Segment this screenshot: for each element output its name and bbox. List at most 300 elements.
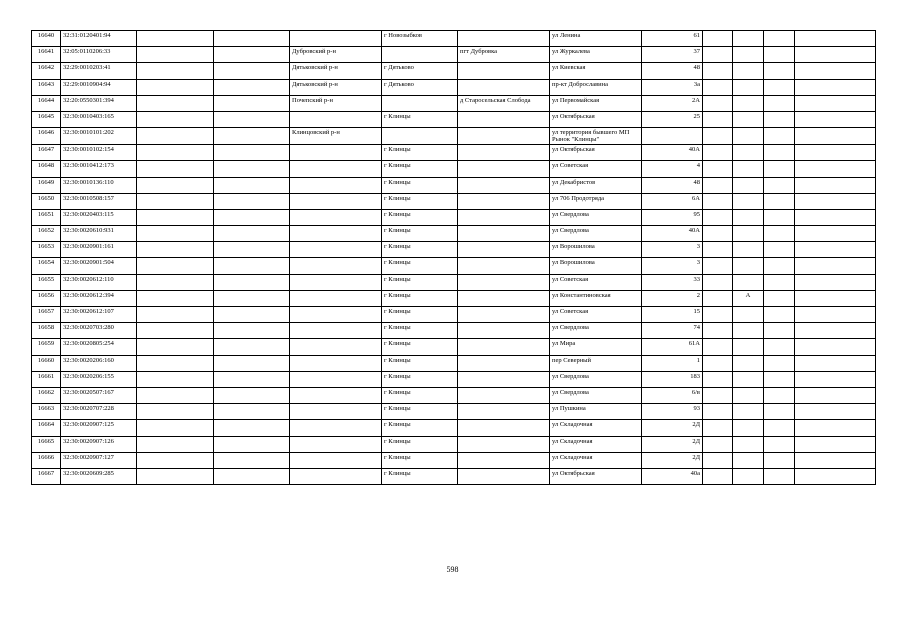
empty-cell <box>795 290 876 306</box>
table-row <box>32 145 876 161</box>
letter-cell <box>733 145 764 161</box>
cadastral-number: 32:30:0020703:280 <box>61 323 137 339</box>
table-row <box>32 242 876 258</box>
city-cell: г Клинцы <box>382 242 458 258</box>
empty-cell <box>137 307 214 323</box>
empty-cell <box>764 79 795 95</box>
empty-cell <box>214 161 290 177</box>
house-cell: 2А <box>642 95 703 111</box>
locality-cell <box>458 387 550 403</box>
table-row <box>32 355 876 371</box>
city-cell: г Клинцы <box>382 193 458 209</box>
locality-cell <box>458 193 550 209</box>
empty-cell <box>703 31 733 47</box>
letter-cell <box>733 371 764 387</box>
empty-cell <box>214 209 290 225</box>
street-cell: ул Октябрьская <box>550 111 642 127</box>
locality-cell <box>458 452 550 468</box>
district-cell <box>290 436 382 452</box>
row-number: 16648 <box>32 161 61 177</box>
empty-cell <box>703 290 733 306</box>
empty-cell <box>764 145 795 161</box>
street-cell: ул Мира <box>550 339 642 355</box>
empty-cell <box>214 193 290 209</box>
empty-cell <box>703 193 733 209</box>
empty-cell <box>214 63 290 79</box>
empty-cell <box>137 290 214 306</box>
table-row <box>32 468 876 484</box>
row-number: 16660 <box>32 355 61 371</box>
city-cell: г Клинцы <box>382 209 458 225</box>
street-cell: ул Складочная <box>550 436 642 452</box>
empty-cell <box>795 31 876 47</box>
table-row <box>32 339 876 355</box>
street-cell: ул Свердлова <box>550 226 642 242</box>
city-cell: г Клинцы <box>382 404 458 420</box>
row-number: 16643 <box>32 79 61 95</box>
district-cell <box>290 468 382 484</box>
table-row <box>32 95 876 111</box>
district-cell: Почепский р-н <box>290 95 382 111</box>
letter-cell <box>733 468 764 484</box>
letter-cell <box>733 339 764 355</box>
house-cell: 40А <box>642 226 703 242</box>
empty-cell <box>795 193 876 209</box>
empty-cell <box>764 323 795 339</box>
empty-cell <box>764 404 795 420</box>
district-cell <box>290 193 382 209</box>
table-row <box>32 258 876 274</box>
street-cell: ул 706 Продотряда <box>550 193 642 209</box>
city-cell: г Клинцы <box>382 161 458 177</box>
locality-cell <box>458 404 550 420</box>
table-row <box>32 371 876 387</box>
empty-cell <box>795 111 876 127</box>
empty-cell <box>137 339 214 355</box>
district-cell <box>290 404 382 420</box>
empty-cell <box>764 452 795 468</box>
row-number: 16644 <box>32 95 61 111</box>
cadastral-number: 32:29:0010203:41 <box>61 63 137 79</box>
empty-cell <box>795 323 876 339</box>
district-cell <box>290 387 382 403</box>
city-cell: г Клинцы <box>382 387 458 403</box>
empty-cell <box>764 290 795 306</box>
letter-cell <box>733 111 764 127</box>
cadastral-number: 32:30:0020403:115 <box>61 209 137 225</box>
empty-cell <box>764 258 795 274</box>
locality-cell: пгт Дубровка <box>458 47 550 63</box>
empty-cell <box>703 177 733 193</box>
empty-cell <box>137 193 214 209</box>
house-cell: 33 <box>642 274 703 290</box>
cadastral-number: 32:05:0110206:33 <box>61 47 137 63</box>
empty-cell <box>137 226 214 242</box>
street-cell: ул Первомайская <box>550 95 642 111</box>
letter-cell <box>733 307 764 323</box>
row-number: 16645 <box>32 111 61 127</box>
empty-cell <box>703 420 733 436</box>
empty-cell <box>137 404 214 420</box>
cadastral-number: 32:30:0020206:160 <box>61 355 137 371</box>
locality-cell <box>458 31 550 47</box>
empty-cell <box>214 436 290 452</box>
empty-cell <box>764 468 795 484</box>
letter-cell <box>733 193 764 209</box>
empty-cell <box>214 242 290 258</box>
empty-cell <box>703 63 733 79</box>
house-cell: 1 <box>642 355 703 371</box>
empty-cell <box>137 128 214 145</box>
empty-cell <box>703 111 733 127</box>
city-cell: г Клинцы <box>382 258 458 274</box>
city-cell: г Клинцы <box>382 274 458 290</box>
empty-cell <box>137 436 214 452</box>
empty-cell <box>214 31 290 47</box>
empty-cell <box>137 177 214 193</box>
city-cell: г Клинцы <box>382 177 458 193</box>
street-cell: ул Пушкина <box>550 404 642 420</box>
city-cell: г Клинцы <box>382 226 458 242</box>
house-cell: 61А <box>642 339 703 355</box>
empty-cell <box>795 258 876 274</box>
letter-cell <box>733 95 764 111</box>
city-cell: г Клинцы <box>382 371 458 387</box>
empty-cell <box>137 79 214 95</box>
city-cell: г Клинцы <box>382 111 458 127</box>
empty-cell <box>137 31 214 47</box>
letter-cell <box>733 258 764 274</box>
empty-cell <box>214 47 290 63</box>
district-cell <box>290 307 382 323</box>
house-cell: 40А <box>642 145 703 161</box>
empty-cell <box>703 128 733 145</box>
locality-cell <box>458 63 550 79</box>
empty-cell <box>703 145 733 161</box>
empty-cell <box>703 47 733 63</box>
locality-cell <box>458 242 550 258</box>
row-number: 16663 <box>32 404 61 420</box>
empty-cell <box>764 63 795 79</box>
street-cell: ул территория бывшего МП Рынок "Клинцы" <box>550 128 642 145</box>
house-cell: 3 <box>642 258 703 274</box>
locality-cell <box>458 177 550 193</box>
empty-cell <box>764 339 795 355</box>
letter-cell <box>733 177 764 193</box>
locality-cell <box>458 339 550 355</box>
empty-cell <box>764 209 795 225</box>
empty-cell <box>795 339 876 355</box>
table-row <box>32 323 876 339</box>
district-cell <box>290 161 382 177</box>
letter-cell <box>733 452 764 468</box>
district-cell: Дятьковский р-н <box>290 63 382 79</box>
cadastral-number: 32:30:0010136:110 <box>61 177 137 193</box>
table-row <box>32 290 876 306</box>
house-cell: 48 <box>642 63 703 79</box>
letter-cell: А <box>733 290 764 306</box>
empty-cell <box>703 452 733 468</box>
table-row <box>32 161 876 177</box>
table-row <box>32 111 876 127</box>
cadastral-number: 32:30:0020609:285 <box>61 468 137 484</box>
empty-cell <box>137 323 214 339</box>
row-number: 16657 <box>32 307 61 323</box>
empty-cell <box>214 128 290 145</box>
cadastral-number: 32:30:0020907:125 <box>61 420 137 436</box>
empty-cell <box>764 355 795 371</box>
empty-cell <box>795 404 876 420</box>
empty-cell <box>764 420 795 436</box>
city-cell: г Клинцы <box>382 468 458 484</box>
empty-cell <box>214 95 290 111</box>
district-cell <box>290 31 382 47</box>
page-number: 598 <box>446 565 459 574</box>
empty-cell <box>764 242 795 258</box>
table-row <box>32 404 876 420</box>
empty-cell <box>703 323 733 339</box>
empty-cell <box>137 63 214 79</box>
cadastral-number: 32:30:0010102:154 <box>61 145 137 161</box>
street-cell: ул Октябрьская <box>550 468 642 484</box>
empty-cell <box>703 387 733 403</box>
locality-cell <box>458 436 550 452</box>
district-cell <box>290 323 382 339</box>
empty-cell <box>137 209 214 225</box>
locality-cell <box>458 355 550 371</box>
row-number: 16649 <box>32 177 61 193</box>
cadastral-number: 32:20:0550301:394 <box>61 95 137 111</box>
house-cell: 40а <box>642 468 703 484</box>
empty-cell <box>214 274 290 290</box>
city-cell <box>382 128 458 145</box>
locality-cell <box>458 258 550 274</box>
empty-cell <box>137 452 214 468</box>
cadastral-number: 32:30:0020507:167 <box>61 387 137 403</box>
empty-cell <box>214 177 290 193</box>
city-cell: г Клинцы <box>382 307 458 323</box>
empty-cell <box>703 339 733 355</box>
empty-cell <box>764 47 795 63</box>
district-cell: Дубровский р-н <box>290 47 382 63</box>
empty-cell <box>214 145 290 161</box>
empty-cell <box>214 420 290 436</box>
cadastral-number: 32:30:0020612:107 <box>61 307 137 323</box>
locality-cell <box>458 128 550 145</box>
table-row <box>32 128 876 145</box>
letter-cell <box>733 161 764 177</box>
empty-cell <box>795 128 876 145</box>
empty-cell <box>214 79 290 95</box>
city-cell: г Новозыбков <box>382 31 458 47</box>
empty-cell <box>764 128 795 145</box>
empty-cell <box>214 371 290 387</box>
house-cell: 2Д <box>642 436 703 452</box>
empty-cell <box>764 274 795 290</box>
row-number: 16659 <box>32 339 61 355</box>
city-cell: г Клинцы <box>382 355 458 371</box>
letter-cell <box>733 79 764 95</box>
street-cell: ул Свердлова <box>550 387 642 403</box>
city-cell: г Клинцы <box>382 145 458 161</box>
empty-cell <box>214 226 290 242</box>
cadastral-number: 32:30:0020707:228 <box>61 404 137 420</box>
empty-cell <box>137 420 214 436</box>
table-row <box>32 274 876 290</box>
city-cell: г Клинцы <box>382 290 458 306</box>
cadastral-number: 32:30:0020206:155 <box>61 371 137 387</box>
empty-cell <box>795 161 876 177</box>
street-cell: ул Ленина <box>550 31 642 47</box>
empty-cell <box>764 226 795 242</box>
table-row <box>32 420 876 436</box>
city-cell: г Клинцы <box>382 452 458 468</box>
district-cell: Клинцовский р-н <box>290 128 382 145</box>
locality-cell <box>458 209 550 225</box>
house-cell: 2 <box>642 290 703 306</box>
empty-cell <box>214 355 290 371</box>
empty-cell <box>214 258 290 274</box>
row-number: 16646 <box>32 128 61 145</box>
street-cell: ул Советская <box>550 161 642 177</box>
empty-cell <box>795 226 876 242</box>
locality-cell <box>458 420 550 436</box>
district-cell <box>290 177 382 193</box>
empty-cell <box>137 355 214 371</box>
row-number: 16666 <box>32 452 61 468</box>
district-cell <box>290 258 382 274</box>
row-number: 16652 <box>32 226 61 242</box>
cadastral-number: 32:30:0020612:394 <box>61 290 137 306</box>
registry-body <box>32 31 876 485</box>
cadastral-number: 32:30:0020612:110 <box>61 274 137 290</box>
locality-cell <box>458 226 550 242</box>
street-cell: ул Киевская <box>550 63 642 79</box>
cadastral-number: 32:30:0010101:202 <box>61 128 137 145</box>
city-cell: г Клинцы <box>382 420 458 436</box>
empty-cell <box>214 307 290 323</box>
locality-cell <box>458 274 550 290</box>
district-cell <box>290 274 382 290</box>
street-cell: ул Свердлова <box>550 323 642 339</box>
house-cell: 95 <box>642 209 703 225</box>
locality-cell <box>458 371 550 387</box>
house-cell: 4 <box>642 161 703 177</box>
row-number: 16640 <box>32 31 61 47</box>
empty-cell <box>137 371 214 387</box>
empty-cell <box>214 290 290 306</box>
locality-cell <box>458 79 550 95</box>
locality-cell <box>458 145 550 161</box>
city-cell: г Клинцы <box>382 323 458 339</box>
street-cell: ул Ворошилова <box>550 242 642 258</box>
street-cell: ул Советская <box>550 274 642 290</box>
house-cell: 6А <box>642 193 703 209</box>
empty-cell <box>703 355 733 371</box>
row-number: 16655 <box>32 274 61 290</box>
letter-cell <box>733 274 764 290</box>
empty-cell <box>764 161 795 177</box>
empty-cell <box>214 111 290 127</box>
empty-cell <box>137 161 214 177</box>
letter-cell <box>733 387 764 403</box>
letter-cell <box>733 31 764 47</box>
table-row <box>32 193 876 209</box>
empty-cell <box>795 209 876 225</box>
empty-cell <box>214 323 290 339</box>
empty-cell <box>137 242 214 258</box>
street-cell: ул Журкалева <box>550 47 642 63</box>
cadastral-number: 32:31:0120401:94 <box>61 31 137 47</box>
empty-cell <box>795 177 876 193</box>
row-number: 16654 <box>32 258 61 274</box>
house-cell: 25 <box>642 111 703 127</box>
empty-cell <box>764 31 795 47</box>
empty-cell <box>795 452 876 468</box>
empty-cell <box>703 436 733 452</box>
empty-cell <box>764 387 795 403</box>
empty-cell <box>795 468 876 484</box>
empty-cell <box>703 161 733 177</box>
table-row <box>32 226 876 242</box>
empty-cell <box>795 371 876 387</box>
row-number: 16667 <box>32 468 61 484</box>
house-cell: 48 <box>642 177 703 193</box>
street-cell: ул Свердлова <box>550 209 642 225</box>
letter-cell <box>733 420 764 436</box>
city-cell <box>382 47 458 63</box>
table-row <box>32 307 876 323</box>
empty-cell <box>703 404 733 420</box>
letter-cell <box>733 128 764 145</box>
street-cell: ул Складочная <box>550 420 642 436</box>
house-cell: 61 <box>642 31 703 47</box>
empty-cell <box>764 95 795 111</box>
cadastral-number: 32:30:0020907:126 <box>61 436 137 452</box>
letter-cell <box>733 242 764 258</box>
empty-cell <box>214 387 290 403</box>
street-cell: ул Константиновская <box>550 290 642 306</box>
empty-cell <box>214 404 290 420</box>
house-cell: 74 <box>642 323 703 339</box>
empty-cell <box>795 47 876 63</box>
house-cell <box>642 128 703 145</box>
street-cell: ул Советская <box>550 307 642 323</box>
empty-cell <box>703 274 733 290</box>
city-cell <box>382 95 458 111</box>
row-number: 16647 <box>32 145 61 161</box>
table-row <box>32 436 876 452</box>
cadastral-number: 32:30:0020907:127 <box>61 452 137 468</box>
street-cell: ул Ворошилова <box>550 258 642 274</box>
street-cell: ул Декабристов <box>550 177 642 193</box>
empty-cell <box>137 274 214 290</box>
empty-cell <box>795 145 876 161</box>
table-row <box>32 177 876 193</box>
letter-cell <box>733 323 764 339</box>
house-cell: 2Д <box>642 420 703 436</box>
cadastral-number: 32:30:0010412:173 <box>61 161 137 177</box>
district-cell <box>290 371 382 387</box>
cadastral-number: 32:29:0010904:94 <box>61 79 137 95</box>
table-row <box>32 47 876 63</box>
street-cell: ул Свердлова <box>550 371 642 387</box>
registry-table <box>31 30 876 485</box>
empty-cell <box>703 209 733 225</box>
locality-cell <box>458 290 550 306</box>
district-cell <box>290 145 382 161</box>
cadastral-number: 32:30:0010403:165 <box>61 111 137 127</box>
